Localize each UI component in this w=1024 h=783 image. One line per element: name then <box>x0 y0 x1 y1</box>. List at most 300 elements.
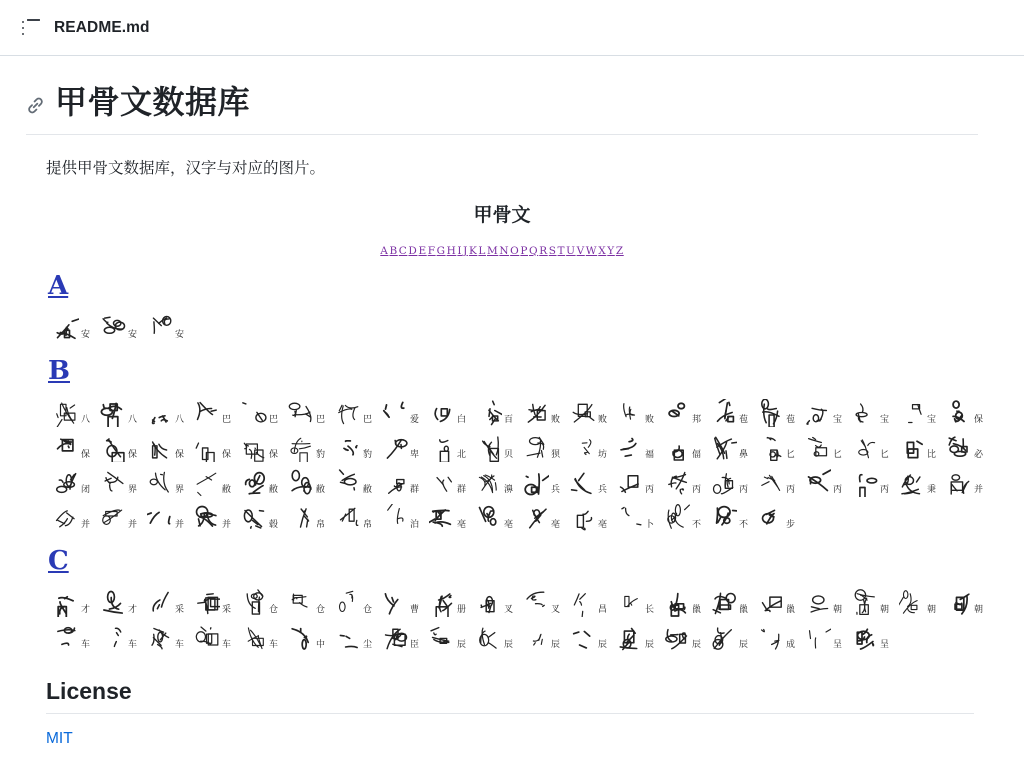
glyph-label: 界 <box>174 484 184 495</box>
oracle-glyph-image <box>288 624 314 652</box>
oracle-glyph-image <box>570 399 596 427</box>
glyph-label: 卜 <box>644 519 654 530</box>
glyph-cell[interactable] <box>941 392 988 427</box>
alpha-link-I[interactable]: I <box>457 244 463 257</box>
oracle-glyph-image <box>194 399 220 427</box>
glyph-cell[interactable] <box>142 582 189 617</box>
glyph-cell[interactable] <box>189 462 236 497</box>
glyph-cell[interactable] <box>659 462 706 497</box>
alpha-link-M[interactable]: M <box>486 244 499 257</box>
glyph-cell[interactable] <box>612 497 659 532</box>
glyph-cell[interactable] <box>236 462 283 497</box>
oracle-glyph-image <box>664 504 690 532</box>
glyph-cell[interactable] <box>330 392 377 427</box>
glyph-cell[interactable] <box>283 497 330 532</box>
oracle-glyph-image <box>53 624 79 652</box>
glyph-label: 鼻 <box>738 449 748 460</box>
glyph-label: 亳 <box>456 519 466 530</box>
oracle-glyph-image <box>570 434 596 462</box>
alpha-link-N[interactable]: N <box>499 244 510 257</box>
glyph-label: 败 <box>597 414 607 425</box>
glyph-cell[interactable] <box>48 307 95 342</box>
glyph-cell[interactable] <box>48 617 95 652</box>
oracle-glyph-image <box>476 399 502 427</box>
oracle-glyph-image <box>664 624 690 652</box>
glyph-grid-A <box>48 307 988 342</box>
oracle-glyph-image <box>53 589 79 617</box>
list-unordered-icon[interactable] <box>22 19 40 37</box>
glyph-label: 败 <box>644 414 654 425</box>
glyph-cell[interactable] <box>706 617 753 652</box>
glyph-label: 朝 <box>832 604 842 615</box>
glyph-label: 八 <box>174 414 184 425</box>
glyph-cell[interactable] <box>612 392 659 427</box>
glyph-cell[interactable] <box>659 617 706 652</box>
glyph-cell[interactable] <box>518 392 565 427</box>
glyph-cell[interactable] <box>847 617 894 652</box>
oracle-glyph-image <box>805 399 831 427</box>
alpha-link-G[interactable]: G <box>436 244 446 257</box>
glyph-cell[interactable] <box>847 462 894 497</box>
glyph-cell[interactable] <box>95 392 142 427</box>
glyph-label: 帛 <box>362 519 372 530</box>
glyph-cell[interactable] <box>847 582 894 617</box>
oracle-glyph-image <box>194 469 220 497</box>
glyph-cell[interactable] <box>659 582 706 617</box>
glyph-cell[interactable] <box>612 582 659 617</box>
glyph-cell[interactable] <box>424 427 471 462</box>
glyph-cell[interactable] <box>565 582 612 617</box>
glyph-cell[interactable] <box>142 392 189 427</box>
glyph-label: 保 <box>127 449 137 460</box>
glyph-cell[interactable] <box>800 617 847 652</box>
glyph-label: 才 <box>80 604 90 615</box>
oracle-glyph-image <box>382 399 408 427</box>
glyph-cell[interactable] <box>95 497 142 532</box>
oracle-glyph-image <box>335 469 361 497</box>
glyph-cell[interactable] <box>283 427 330 462</box>
glyph-label: 中 <box>315 639 325 650</box>
glyph-label: 保 <box>268 449 278 460</box>
oracle-glyph-image <box>100 399 126 427</box>
oracle-glyph-image <box>758 589 784 617</box>
letter-heading-A[interactable]: A <box>48 270 69 301</box>
glyph-cell[interactable] <box>565 392 612 427</box>
glyph-label: 车 <box>80 639 90 650</box>
glyph-label: 福 <box>644 449 654 460</box>
glyph-label: 匕 <box>785 449 795 460</box>
alphabet-index <box>26 245 978 257</box>
alpha-link-E[interactable]: E <box>418 244 427 257</box>
glyph-label: 朝 <box>926 604 936 615</box>
glyph-cell[interactable] <box>894 427 941 462</box>
oracle-bone-table <box>26 200 983 652</box>
glyph-label: 敝 <box>315 484 325 495</box>
glyph-label: 仓 <box>315 604 325 615</box>
oracle-glyph-image <box>711 504 737 532</box>
alpha-link-X[interactable]: X <box>598 244 607 257</box>
glyph-label: 辰 <box>456 639 466 650</box>
glyph-cell[interactable] <box>941 427 988 462</box>
glyph-label: 亳 <box>597 519 607 530</box>
glyph-label: 兵 <box>550 484 560 495</box>
glyph-cell[interactable] <box>800 427 847 462</box>
glyph-label: 偪 <box>691 449 701 460</box>
glyph-cell[interactable] <box>471 462 518 497</box>
glyph-cell[interactable] <box>659 497 706 532</box>
oracle-glyph-image <box>335 504 361 532</box>
oracle-glyph-image <box>335 434 361 462</box>
glyph-cell[interactable] <box>142 497 189 532</box>
glyph-cell[interactable] <box>142 427 189 462</box>
glyph-label: 巤 <box>738 604 748 615</box>
alpha-link-T[interactable]: T <box>557 244 566 257</box>
oracle-glyph-image <box>100 434 126 462</box>
glyph-label: 亳 <box>550 519 560 530</box>
glyph-label: 群 <box>409 484 419 495</box>
glyph-label: 坊 <box>597 449 607 460</box>
glyph-cell[interactable] <box>48 392 95 427</box>
glyph-cell[interactable] <box>95 582 142 617</box>
glyph-cell[interactable] <box>894 582 941 617</box>
glyph-cell[interactable] <box>283 582 330 617</box>
alpha-link-W[interactable]: W <box>585 244 598 257</box>
glyph-label: 丙 <box>644 484 654 495</box>
glyph-cell[interactable] <box>565 497 612 532</box>
oracle-glyph-image <box>899 469 925 497</box>
glyph-label: 毂 <box>268 519 278 530</box>
glyph-label: 巴 <box>315 414 325 425</box>
oracle-glyph-image <box>758 434 784 462</box>
glyph-cell[interactable] <box>48 427 95 462</box>
glyph-cell[interactable] <box>377 392 424 427</box>
glyph-cell[interactable] <box>941 582 988 617</box>
link-icon[interactable] <box>26 96 45 115</box>
glyph-cell[interactable] <box>377 427 424 462</box>
glyph-label: 八 <box>127 414 137 425</box>
alpha-link-Y[interactable]: Y <box>607 244 615 257</box>
glyph-cell[interactable] <box>847 427 894 462</box>
oracle-glyph-image <box>288 399 314 427</box>
glyph-cell[interactable] <box>189 582 236 617</box>
glyph-label: 敝 <box>221 484 231 495</box>
oracle-glyph-image <box>476 624 502 652</box>
glyph-label: 不 <box>738 519 748 530</box>
oracle-glyph-image <box>241 399 267 427</box>
glyph-label: 并 <box>127 519 137 530</box>
glyph-cell[interactable] <box>424 497 471 532</box>
glyph-label: 仓 <box>362 604 372 615</box>
glyph-cell[interactable] <box>471 617 518 652</box>
glyph-cell[interactable] <box>142 462 189 497</box>
glyph-label: 宝 <box>926 414 936 425</box>
oracle-glyph-image <box>100 469 126 497</box>
glyph-cell[interactable] <box>565 462 612 497</box>
glyph-cell[interactable] <box>753 427 800 462</box>
glyph-cell[interactable] <box>189 392 236 427</box>
oracle-glyph-image <box>147 399 173 427</box>
glyph-cell[interactable] <box>95 427 142 462</box>
oracle-glyph-image <box>194 504 220 532</box>
oracle-glyph-image <box>570 504 596 532</box>
glyph-cell[interactable] <box>565 427 612 462</box>
glyph-label: 丙 <box>785 484 795 495</box>
glyph-cell[interactable] <box>142 617 189 652</box>
glyph-cell[interactable] <box>48 497 95 532</box>
glyph-cell[interactable] <box>283 462 330 497</box>
glyph-cell[interactable] <box>95 307 142 342</box>
oracle-glyph-image <box>476 434 502 462</box>
glyph-label: 邦 <box>691 414 701 425</box>
oracle-glyph-image <box>523 469 549 497</box>
glyph-label: 苞 <box>785 414 795 425</box>
oracle-glyph-image <box>805 469 831 497</box>
glyph-cell[interactable] <box>283 392 330 427</box>
alpha-link-J[interactable]: J <box>463 244 468 257</box>
glyph-label: 长 <box>644 604 654 615</box>
glyph-cell[interactable] <box>330 497 377 532</box>
glyph-cell[interactable] <box>612 462 659 497</box>
glyph-label: 巴 <box>268 414 278 425</box>
glyph-label: 安 <box>127 329 137 340</box>
oracle-glyph-image <box>288 434 314 462</box>
glyph-cell[interactable] <box>424 392 471 427</box>
alpha-link-B[interactable]: B <box>389 244 398 257</box>
alpha-link-H[interactable]: H <box>446 244 457 257</box>
oracle-glyph-image <box>946 469 972 497</box>
oracle-glyph-image <box>382 434 408 462</box>
oracle-glyph-image <box>147 314 173 342</box>
glyph-cell[interactable] <box>48 582 95 617</box>
glyph-label: 丙 <box>738 484 748 495</box>
alpha-link-C[interactable]: C <box>398 244 408 257</box>
oracle-glyph-image <box>100 589 126 617</box>
glyph-label: 八 <box>80 414 90 425</box>
glyph-label: 并 <box>221 519 231 530</box>
glyph-cell[interactable] <box>706 392 753 427</box>
oracle-glyph-image <box>852 624 878 652</box>
glyph-label: 白 <box>456 414 466 425</box>
oracle-glyph-image <box>429 624 455 652</box>
glyph-label: 昌 <box>597 604 607 615</box>
glyph-label: 辰 <box>503 639 513 650</box>
glyph-cell[interactable] <box>377 617 424 652</box>
glyph-label: 泊 <box>409 519 419 530</box>
glyph-label: 群 <box>456 484 466 495</box>
glyph-cell[interactable] <box>236 582 283 617</box>
glyph-cell[interactable] <box>471 392 518 427</box>
letter-heading-C[interactable]: C <box>48 545 69 576</box>
glyph-label: 臣 <box>409 639 419 650</box>
alpha-link-R[interactable]: R <box>539 244 548 257</box>
glyph-cell[interactable] <box>518 462 565 497</box>
glyph-cell[interactable] <box>753 392 800 427</box>
oracle-glyph-image <box>852 469 878 497</box>
glyph-label: 成 <box>785 639 795 650</box>
glyph-cell[interactable] <box>753 582 800 617</box>
glyph-cell[interactable] <box>612 617 659 652</box>
glyph-cell[interactable] <box>518 497 565 532</box>
letter-section-C <box>26 532 983 652</box>
alpha-link-S[interactable]: S <box>548 244 557 257</box>
oracle-glyph-image <box>147 504 173 532</box>
oracle-glyph-image <box>946 589 972 617</box>
glyph-cell[interactable] <box>330 462 377 497</box>
oracle-glyph-image <box>53 314 79 342</box>
glyph-label: 败 <box>550 414 560 425</box>
glyph-label: 并 <box>973 484 983 495</box>
glyph-cell[interactable] <box>518 582 565 617</box>
glyph-cell[interactable] <box>283 617 330 652</box>
glyph-cell[interactable] <box>659 392 706 427</box>
alpha-link-K[interactable]: K <box>468 244 478 257</box>
glyph-cell[interactable] <box>424 462 471 497</box>
alpha-link-O[interactable]: O <box>510 244 520 257</box>
glyph-label: 苞 <box>738 414 748 425</box>
intro-paragraph: 提供甲骨文数据库，汉字与对应的图片。 <box>46 160 326 177</box>
glyph-label: 采 <box>221 604 231 615</box>
embedded-table-title: 甲骨文 <box>473 203 531 226</box>
alpha-link-Q[interactable]: Q <box>529 244 539 257</box>
oracle-glyph-image <box>194 589 220 617</box>
glyph-label: 敝 <box>268 484 278 495</box>
glyph-cell[interactable] <box>424 582 471 617</box>
glyph-cell[interactable] <box>377 462 424 497</box>
glyph-cell[interactable] <box>753 462 800 497</box>
glyph-cell[interactable] <box>330 582 377 617</box>
oracle-glyph-image <box>429 589 455 617</box>
oracle-glyph-image <box>53 399 79 427</box>
glyph-cell[interactable] <box>800 582 847 617</box>
glyph-cell[interactable] <box>189 427 236 462</box>
glyph-label: 仓 <box>268 604 278 615</box>
glyph-cell[interactable] <box>189 617 236 652</box>
oracle-glyph-image <box>711 624 737 652</box>
glyph-cell[interactable] <box>142 307 189 342</box>
glyph-label: 丙 <box>832 484 842 495</box>
oracle-glyph-image <box>758 504 784 532</box>
glyph-cell[interactable] <box>847 392 894 427</box>
glyph-cell[interactable] <box>330 427 377 462</box>
oracle-glyph-image <box>382 624 408 652</box>
alpha-link-Z[interactable]: Z <box>615 244 624 257</box>
glyph-cell[interactable] <box>424 617 471 652</box>
glyph-cell[interactable] <box>894 462 941 497</box>
glyph-label: 辰 <box>550 639 560 650</box>
glyph-cell[interactable] <box>706 462 753 497</box>
oracle-glyph-image <box>147 624 173 652</box>
oracle-glyph-image <box>147 469 173 497</box>
glyph-label: 并 <box>174 519 184 530</box>
alpha-link-A[interactable]: A <box>380 244 389 257</box>
oracle-glyph-image <box>946 434 972 462</box>
glyph-label: 卑 <box>409 449 419 460</box>
glyph-cell[interactable] <box>236 617 283 652</box>
glyph-cell[interactable] <box>706 582 753 617</box>
letter-heading-B[interactable]: B <box>48 355 70 386</box>
glyph-cell[interactable] <box>518 427 565 462</box>
glyph-label: 保 <box>80 449 90 460</box>
glyph-cell[interactable] <box>941 462 988 497</box>
glyph-cell[interactable] <box>612 427 659 462</box>
oracle-glyph-image <box>711 399 737 427</box>
oracle-glyph-image <box>899 589 925 617</box>
alpha-link-F[interactable]: F <box>427 244 436 257</box>
glyph-cell[interactable] <box>236 497 283 532</box>
glyph-label: 保 <box>174 449 184 460</box>
glyph-cell[interactable] <box>518 617 565 652</box>
glyph-label: 贝 <box>503 449 513 460</box>
oracle-glyph-image <box>664 469 690 497</box>
oracle-glyph-image <box>53 504 79 532</box>
glyph-cell[interactable] <box>706 427 753 462</box>
glyph-label: 步 <box>785 519 795 530</box>
oracle-glyph-image <box>852 589 878 617</box>
glyph-cell[interactable] <box>800 392 847 427</box>
oracle-glyph-image <box>147 589 173 617</box>
glyph-label: 宝 <box>832 414 842 425</box>
glyph-cell[interactable] <box>471 427 518 462</box>
oracle-glyph-image <box>288 469 314 497</box>
page-title: 甲骨文数据库 <box>55 84 251 120</box>
glyph-cell[interactable] <box>565 617 612 652</box>
glyph-cell[interactable] <box>706 497 753 532</box>
glyph-label: 安 <box>80 329 90 340</box>
glyph-cell[interactable] <box>189 497 236 532</box>
glyph-cell[interactable] <box>659 427 706 462</box>
glyph-cell[interactable] <box>753 497 800 532</box>
alpha-link-D[interactable]: D <box>408 244 418 257</box>
alpha-link-V[interactable]: V <box>576 244 585 257</box>
alpha-link-P[interactable]: P <box>520 244 529 257</box>
oracle-glyph-image <box>758 624 784 652</box>
glyph-label: 丙 <box>879 484 889 495</box>
letter-section-B <box>26 342 983 532</box>
glyph-cell[interactable] <box>48 462 95 497</box>
glyph-cell[interactable] <box>377 582 424 617</box>
glyph-cell[interactable] <box>753 617 800 652</box>
glyph-cell[interactable] <box>236 427 283 462</box>
alpha-link-U[interactable]: U <box>566 244 576 257</box>
license-link[interactable]: MIT <box>46 729 73 747</box>
oracle-glyph-image <box>288 589 314 617</box>
glyph-cell[interactable] <box>377 497 424 532</box>
oracle-glyph-image <box>617 589 643 617</box>
glyph-label: 巴 <box>221 414 231 425</box>
oracle-glyph-image <box>617 399 643 427</box>
glyph-cell[interactable] <box>330 617 377 652</box>
glyph-cell[interactable] <box>894 392 941 427</box>
oracle-glyph-image <box>100 624 126 652</box>
glyph-grid-C <box>48 582 988 652</box>
glyph-label: 册 <box>456 604 466 615</box>
alpha-link-L[interactable]: L <box>478 244 486 257</box>
oracle-glyph-image <box>711 469 737 497</box>
glyph-cell[interactable] <box>95 462 142 497</box>
oracle-glyph-image <box>476 469 502 497</box>
oracle-glyph-image <box>241 434 267 462</box>
glyph-cell[interactable] <box>236 392 283 427</box>
glyph-cell[interactable] <box>471 497 518 532</box>
file-header <box>0 0 1024 56</box>
glyph-cell[interactable] <box>471 582 518 617</box>
glyph-cell[interactable] <box>95 617 142 652</box>
oracle-glyph-image <box>241 469 267 497</box>
glyph-cell[interactable] <box>800 462 847 497</box>
oracle-glyph-image <box>570 589 596 617</box>
glyph-label: 曹 <box>409 604 419 615</box>
oracle-glyph-image <box>570 469 596 497</box>
